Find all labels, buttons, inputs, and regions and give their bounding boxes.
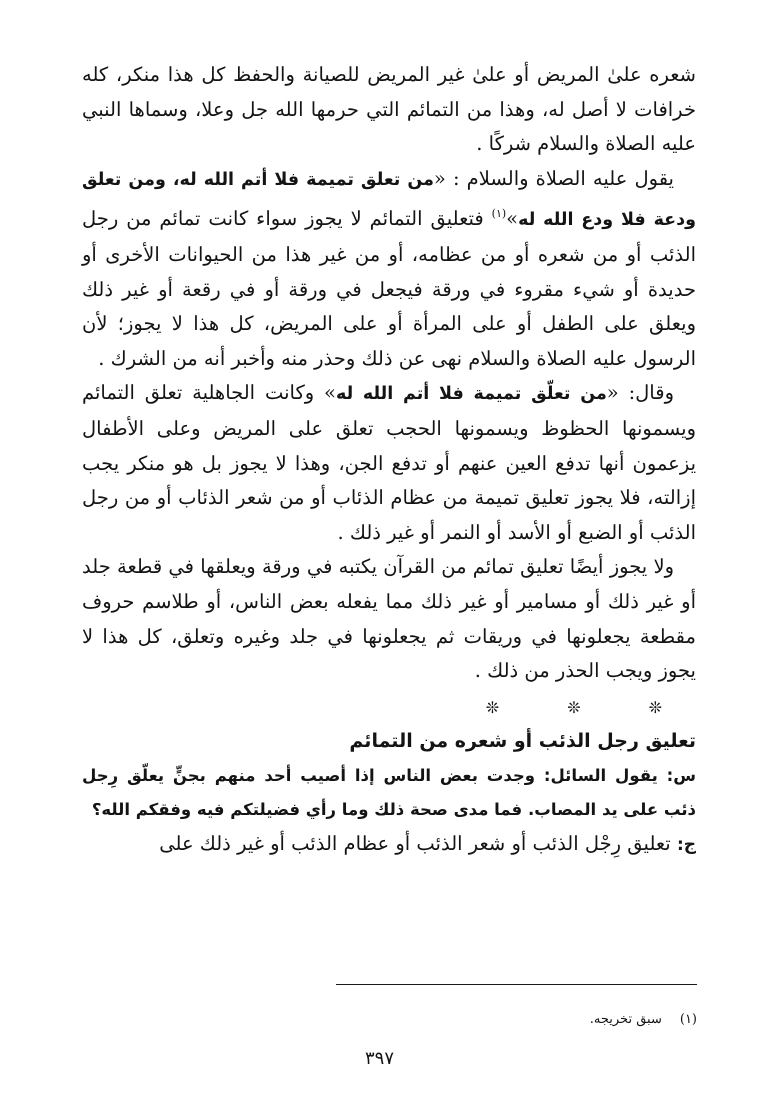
paragraph [82, 376, 696, 550]
footnote-reference: (١) [491, 207, 507, 221]
paragraph-text: شعره علىٰ المريض أو علىٰ غير المريض للصيانة والحفظ كل هذا منكر، كله خرافات لا أصل له، وهذا من التمائم التي حرمها الله جل وعلا، وسماها النبي عليه الصلاة والسلام شركًا . [82, 63, 696, 156]
paragraph [82, 162, 696, 377]
section-separator [82, 693, 696, 723]
paragraph [82, 58, 696, 162]
question-text: يقول السائل: وجدت بعض الناس إذا أصيب أحد منهم بجنٍّ يعلّق رِجل ذئب على يد المصاب. فما مدى صحة ذلك وما رأي فضيلتكم فيه وفقكم الله؟ [82, 765, 696, 819]
question-label: س: [666, 765, 696, 785]
page-number: ٣٩٧ [364, 1048, 394, 1069]
paragraph-text: وقال: « [606, 381, 674, 405]
footnote-text: سبق تخريجه. [589, 1012, 662, 1027]
footnote-divider [336, 984, 697, 985]
hadith-quote: من تعلّق تميمة فلا أتم الله له [335, 384, 607, 405]
quote-close: » [506, 207, 519, 231]
answer-label: ج: [676, 834, 696, 855]
asterism-icon: ❊ [648, 697, 662, 717]
body-text [82, 58, 696, 862]
hadith-quote: من تعلق تميمة فلا أتم الله له، ومن تعلق ودعة فلا ودع الله له [82, 169, 696, 231]
question [82, 759, 696, 827]
paragraph-text: فتعليق التمائم لا يجوز سواء كانت تمائم من رجل الذئب أو من شعره أو من عظامه، أو من غير هذا من الحيوانات الأخرى أو حديدة أو شيء مقروء في ورقة فيجعل في ورقة أو في رقعة أو غير ذلك ويعلق على الطفل أو على المرأة أو على المريض، كل هذا لا يجوز؛ لأن الرسول عليه الصلاة والسلام نهى عن ذلك وحذر منه وأخبر أنه من الشرك . [82, 207, 696, 370]
footnote-number: (١) [679, 1012, 697, 1027]
asterism-icon: ❊ [485, 697, 500, 717]
paragraph-text: ولا يجوز أيضًا تعليق تمائم من القرآن يكتبه في ورقة ويعلقها في قطعة جلد أو غير ذلك أو مسامير أو غير ذلك مما يفعله بعض الناس، أو طلاسم حروف مقطعة يجعلونها في وريقات ثم يجعلونها في جلد وغيره وتعلق، كل هذا لا يجوز ويجب الحذر من ذلك . [82, 555, 696, 683]
section-heading: تعليق رجل الذئب أو شعره من التمائم [349, 729, 696, 752]
paragraph [82, 550, 696, 688]
paragraph-text: » وكانت الجاهلية تعلق التمائم ويسمونها الحظوظ ويسمونها الحجب تعلق على المريض وعلى الأطفال يزعمون أنها تدفع العين عنهم أو تدفع الجن، وهذا لا يجوز بل هو منكر يجب إزالته، فلا يجوز تعليق تميمة من عظام الذئاب أو من شعر الذئاب أو من رجل الذئب أو الضبع أو الأسد أو النمر أو غير ذلك . [82, 381, 696, 544]
footnote [590, 1010, 697, 1030]
answer-text: تعليق رِجْل الذئب أو شعر الذئب أو عظام الذئب أو غير ذلك على [159, 831, 677, 855]
paragraph-text: يقول عليه الصلاة والسلام : « [433, 166, 674, 190]
answer [82, 827, 696, 863]
asterism-icon: ❊ [567, 697, 581, 717]
